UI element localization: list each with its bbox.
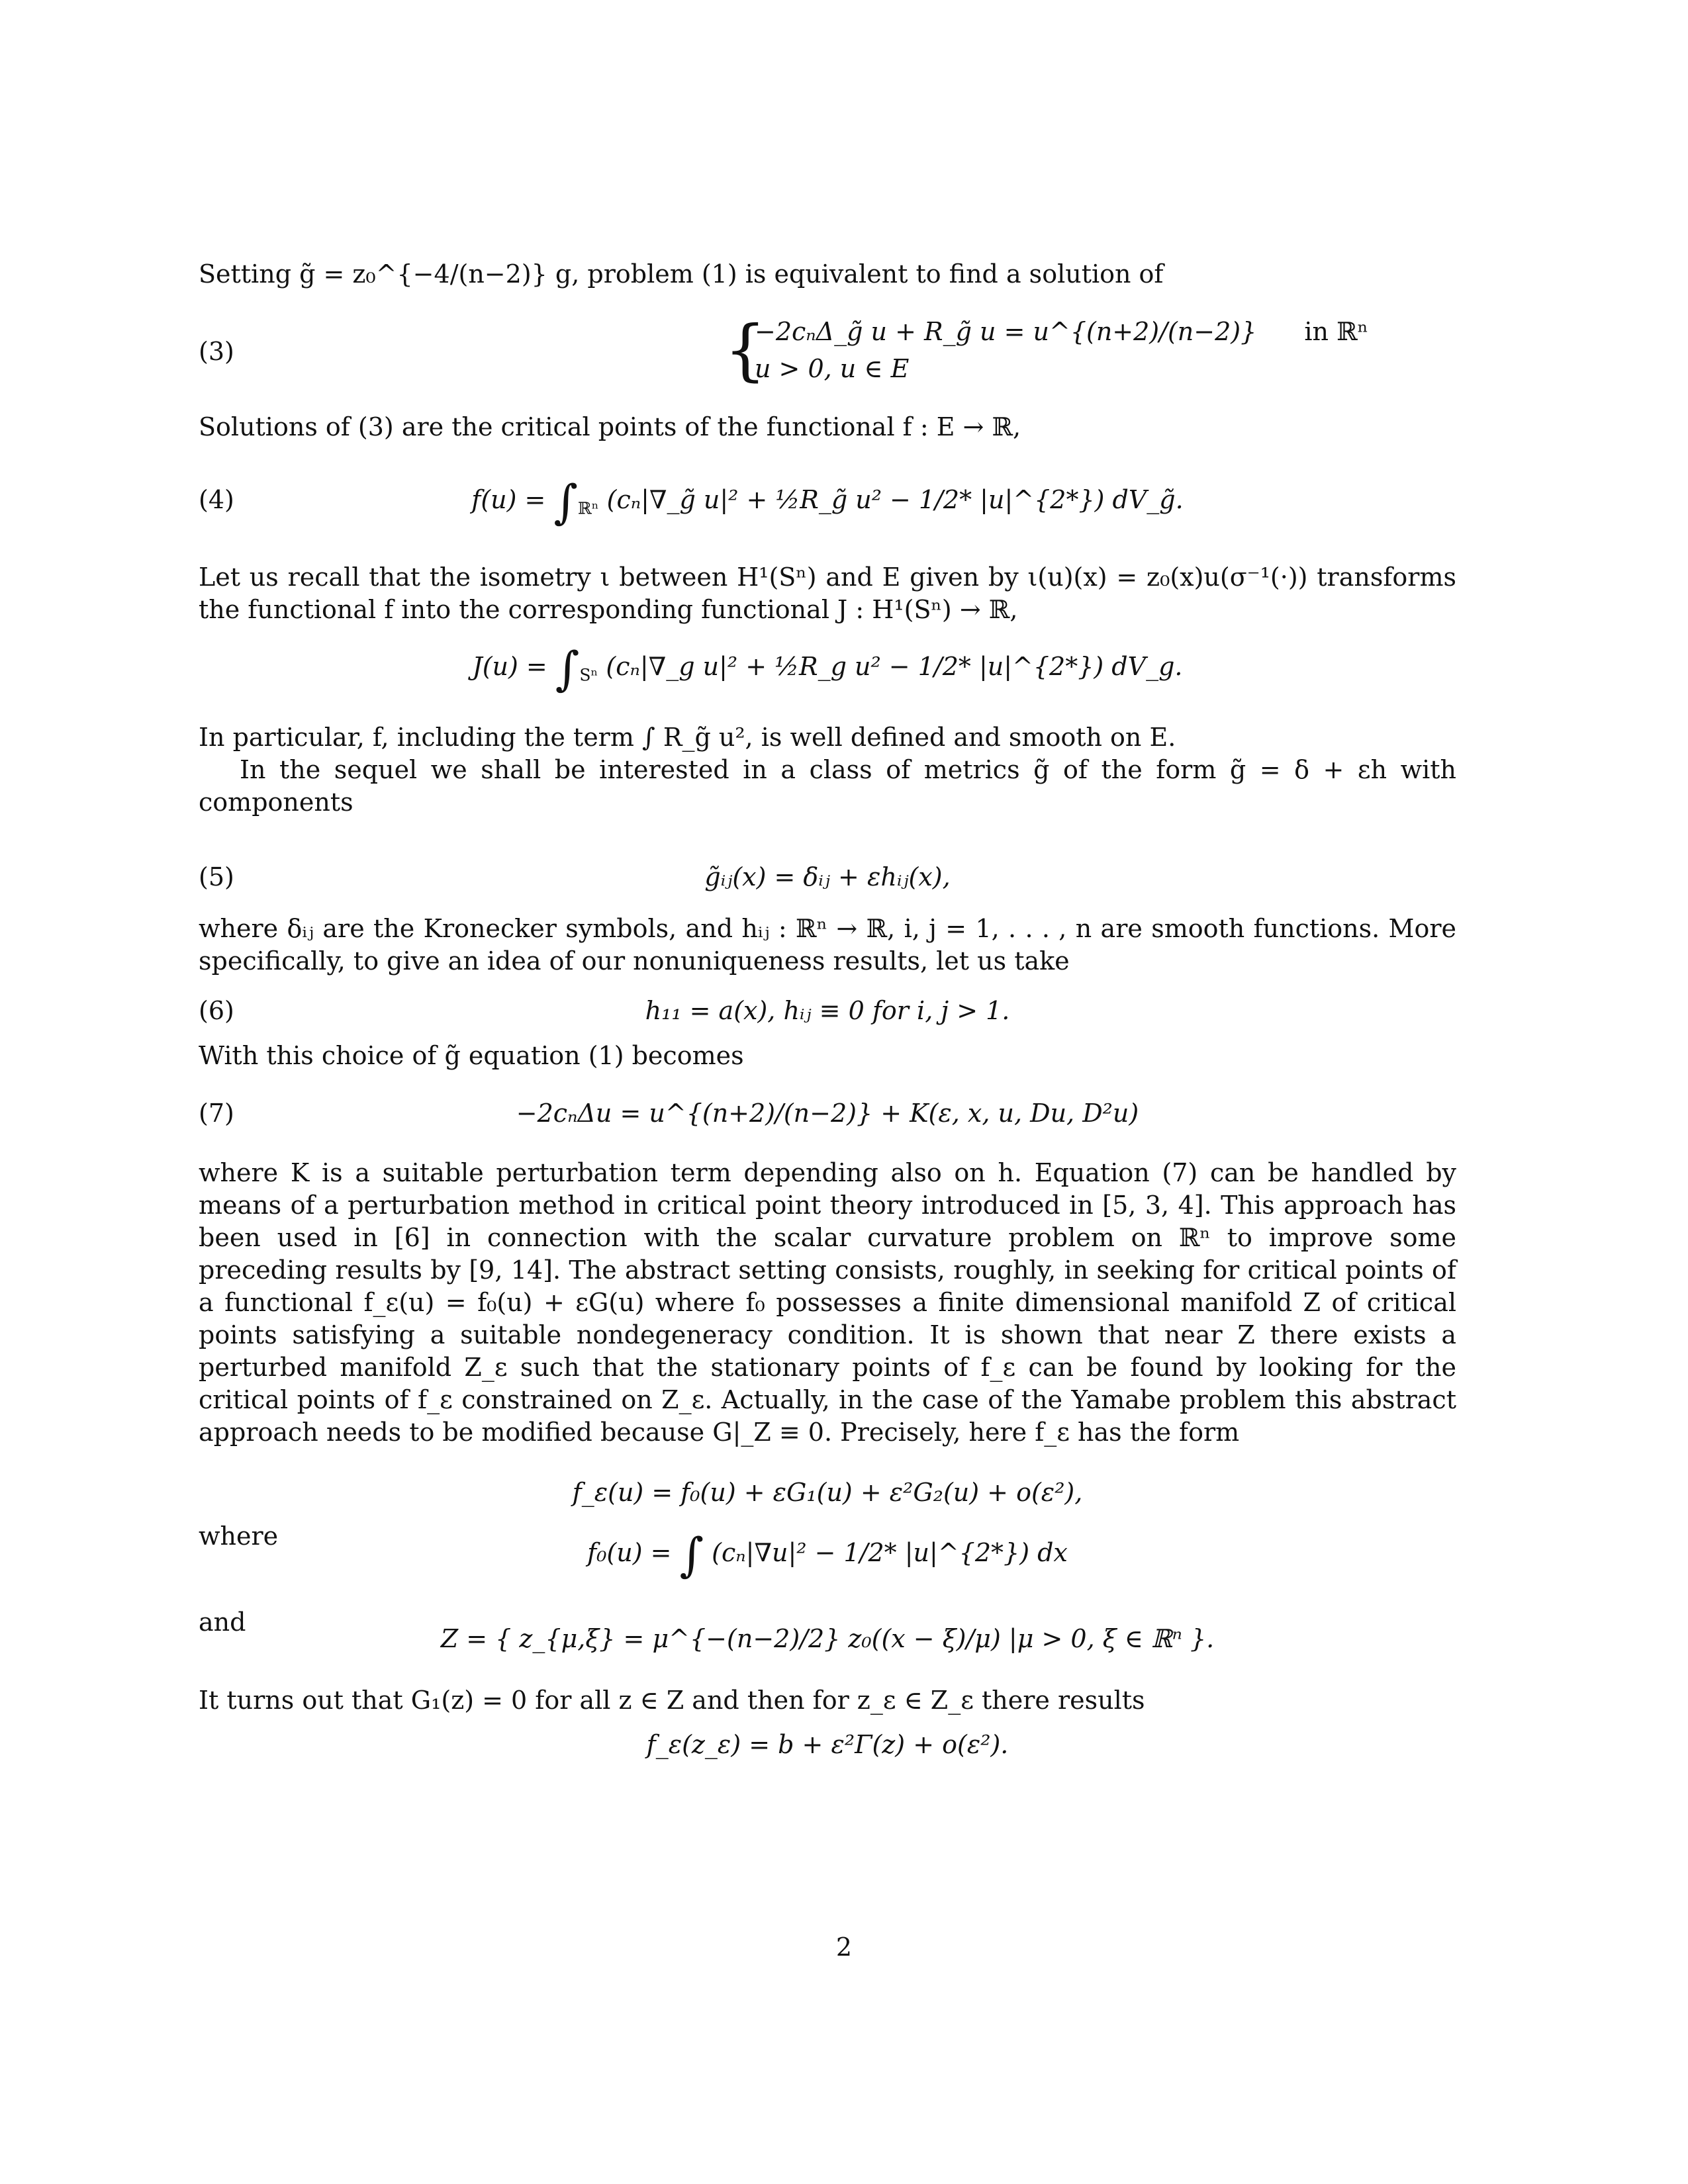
equation-J <box>199 635 1456 708</box>
equation-3-line2: u > 0, u ∈ E <box>755 354 910 383</box>
integral-sign: ∫ <box>679 1527 704 1582</box>
equation-5-body: g̃ᵢⱼ(x) = δᵢⱼ + εhᵢⱼ(x), <box>704 862 951 891</box>
integral-sign: ∫ <box>553 475 578 529</box>
paragraph-solutions: Solutions of (3) are the critical points of the functional f : E → ℝ, <box>199 412 1021 441</box>
paragraph-isometry: Let us recall that the isometry ι between H¹(Sⁿ) and E given by ι(u)(x) = z₀(x)u(σ⁻¹(·)) transforms the functional f into the corresponding functional J : H¹(Sⁿ) → ℝ, <box>199 563 1456 624</box>
equation-f0-integrand: (cₙ|∇u|² − 1/2* |u|^{2*}) dx <box>712 1538 1068 1567</box>
paragraph-sequel: In the sequel we shall be interested in a class of metrics g̃ of the form g̃ = δ + εh with components <box>199 755 1456 817</box>
paragraph-kronecker: where δᵢⱼ are the Kronecker symbols, and hᵢⱼ : ℝⁿ → ℝ, i, j = 1, . . . , n are smooth functions. More specifically, to give an idea of our nonuniqueness results, let us take <box>199 914 1456 976</box>
equation-3-system <box>755 317 1368 383</box>
equation-6-number: (6) <box>199 996 234 1025</box>
equation-Z <box>199 1608 1456 1680</box>
paper-page <box>199 258 1456 1770</box>
equation-3 <box>199 311 1456 396</box>
equation-4-lhs: f(u) = <box>471 485 546 514</box>
equation-3-number: (3) <box>199 337 234 366</box>
equation-5 <box>199 862 1456 902</box>
equation-4 <box>199 469 1456 541</box>
equation-5-number: (5) <box>199 862 234 891</box>
equation-f0-lhs: f₀(u) = <box>587 1538 672 1567</box>
equation-final-body: f_ε(z_ε) = b + ε²Γ(z) + o(ε²). <box>646 1730 1009 1759</box>
equation-3-brace: { <box>724 311 767 388</box>
equation-f0 <box>199 1522 1456 1594</box>
integral-domain: Sⁿ <box>579 665 598 685</box>
and-label: and <box>199 1608 246 1637</box>
equation-6-body: h₁₁ = a(x), hᵢⱼ ≡ 0 for i, j > 1. <box>645 996 1010 1025</box>
paragraph-choice: With this choice of g̃ equation (1) becomes <box>199 1041 744 1070</box>
paragraph-turns-out: It turns out that G₁(z) = 0 for all z ∈ Z and then for z_ε ∈ Z_ε there results <box>199 1686 1145 1715</box>
integral-domain: ℝⁿ <box>577 498 599 518</box>
paragraph-particular: In particular, f, including the term ∫ R_g̃ u², is well defined and smooth on E. <box>199 723 1176 752</box>
page-number: 2 <box>835 1933 853 1962</box>
equation-6 <box>199 996 1456 1036</box>
equation-expansion <box>199 1478 1456 1518</box>
integral-sign: ∫ <box>555 641 580 696</box>
equation-J-integrand: (cₙ|∇_g u|² + ½R_g u² − 1/2* |u|^{2*}) dV_g. <box>606 652 1183 681</box>
equation-4-body <box>199 475 1456 529</box>
where-label: where <box>199 1522 279 1551</box>
paragraph-setting: Setting g̃ = z₀^{−4/(n−2)} g, problem (1) is equivalent to find a solution of <box>199 259 1164 289</box>
paragraph-perturbation: where K is a suitable perturbation term depending also on h. Equation (7) can be handled by means of a perturbation method in critical point theory introduced in [5, 3, 4]. This approach has been used in [6] in connection with the scalar curvature problem on ℝⁿ to improve some preceding results by [9, 14]. The abstract setting consists, roughly, in seeking for critical points of a functional f_ε(u) = f₀(u) + εG(u) where f₀ possesses a finite dimensional manifold Z of critical points satisfying a suitable nondegeneracy condition. It is shown that near Z there exists a perturbed manifold Z_ε such that the stationary points of f_ε can be found by looking for the critical points of f_ε constrained on Z_ε. Actually, in the case of the Yamabe problem this abstract approach needs to be modified because G|_Z ≡ 0. Precisely, here f_ε has the form <box>199 1158 1456 1447</box>
equation-final <box>199 1730 1456 1770</box>
equation-7 <box>199 1099 1456 1138</box>
equation-7-body: −2cₙΔu = u^{(n+2)/(n−2)} + K(ε, x, u, Du, D²u) <box>516 1099 1139 1128</box>
equation-Z-body: Z = { z_{μ,ξ} = μ^{−(n−2)/2} z₀((x − ξ)/μ) |μ > 0, ξ ∈ ℝⁿ }. <box>440 1624 1215 1653</box>
equation-expansion-body: f_ε(u) = f₀(u) + εG₁(u) + ε²G₂(u) + o(ε²), <box>572 1478 1083 1507</box>
equation-3-line1: −2cₙΔ_g̃ u + R_g̃ u = u^{(n+2)/(n−2)} <box>755 317 1257 346</box>
equation-J-lhs: J(u) = <box>472 652 547 681</box>
equation-3-domain: in ℝⁿ <box>1304 317 1369 346</box>
equation-7-number: (7) <box>199 1099 234 1128</box>
equation-J-body <box>199 641 1456 696</box>
equation-4-number: (4) <box>199 485 234 514</box>
equation-4-integrand: (cₙ|∇_g̃ u|² + ½R_g̃ u² − 1/2* |u|^{2*}) dV_g̃. <box>606 485 1184 514</box>
